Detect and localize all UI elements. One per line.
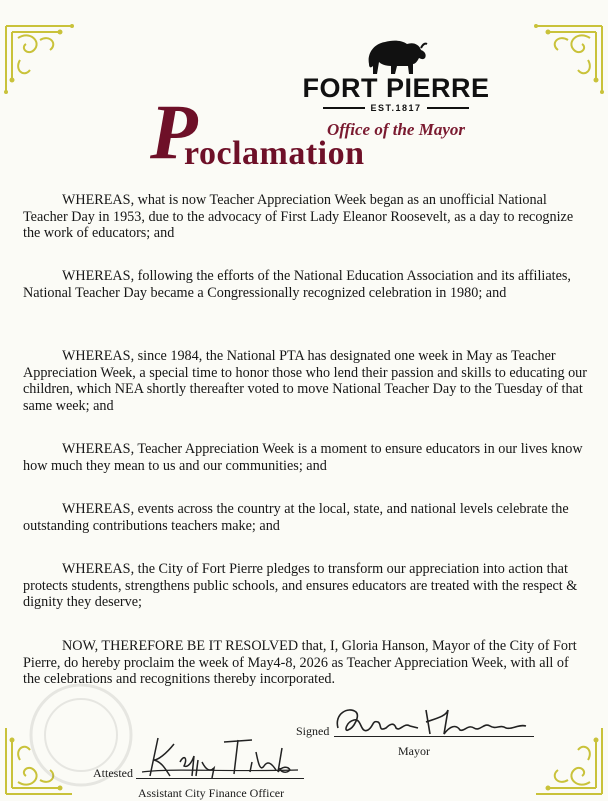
paragraph-text: WHEREAS, following the efforts of the National Education Association and its affiliates, National Teacher Day became a Congressionally recognized celebration in 1980; and: [23, 268, 571, 301]
office-title: Office of the Mayor: [326, 120, 466, 139]
paragraph-text: WHEREAS, Teacher Appreciation Week is a moment to ensure educators in our lives know how much they mean to us and our communities; and: [23, 441, 583, 474]
paragraph-text: NOW, THEREFORE BE IT RESOLVED that, I, Gloria Hanson, Mayor of the City of Fort Pierre, do hereby proclaim the week of May4-8, 2026 as Teacher Appreciation Week, with all of the celebrations and recognitions thereby incorporated.: [23, 638, 577, 688]
title-rest: roclamation: [184, 135, 365, 172]
paragraph-text: WHEREAS, events across the country at the local, state, and national levels celebrate the outstanding contributions teachers make; and: [23, 501, 569, 534]
divider: [427, 107, 469, 109]
resolution-paragraph: [23, 638, 589, 688]
mayor-signature: [330, 700, 540, 740]
attest-signature-line: [136, 778, 304, 779]
title-initial: P: [150, 88, 198, 175]
signed-label: Signed: [296, 724, 330, 738]
whereas-paragraph-2: [23, 268, 589, 301]
mayor-title: Mayor: [398, 744, 430, 758]
whereas-paragraph-3: [23, 348, 589, 414]
attest-signature: [140, 732, 300, 780]
whereas-paragraph-1: [23, 192, 589, 242]
corner-ornament-top-left: [0, 20, 78, 98]
proclamation-title: [150, 88, 410, 180]
established-text: EST.1817: [370, 103, 422, 113]
whereas-paragraph-4: [23, 441, 589, 474]
whereas-paragraph-5: [23, 501, 589, 534]
mayor-signature-line: [334, 736, 534, 737]
corner-ornament-top-right: [530, 20, 608, 98]
whereas-paragraph-6: [23, 561, 589, 611]
paragraph-text: WHEREAS, since 1984, the National PTA has designated one week in May as Teacher Appreciation Week, a special time to honor those who lend their passion and skills to educating our children, which NEA shortly thereafter voted to move National Teacher Day to the Tuesday of that same week; and: [23, 348, 587, 414]
finance-officer-title: Assistant City Finance Officer: [138, 786, 285, 800]
paragraph-text: WHEREAS, the City of Fort Pierre pledges to transform our appreciation into action that protects students, strengthens public schools, and ensures educators are treated with the respect & dignity they deserve;: [23, 561, 578, 611]
paragraph-text: WHEREAS, what is now Teacher Appreciation Week began as an unofficial National Teacher Day in 1953, due to the advocacy of First Lady Eleanor Roosevelt, as a day to recognize the work of educators; and: [23, 192, 574, 242]
city-name: FORT PIERRE: [302, 73, 490, 103]
bison-icon: [361, 34, 431, 76]
attested-label: Attested: [93, 766, 133, 780]
corner-ornament-bottom-right: [530, 722, 608, 800]
